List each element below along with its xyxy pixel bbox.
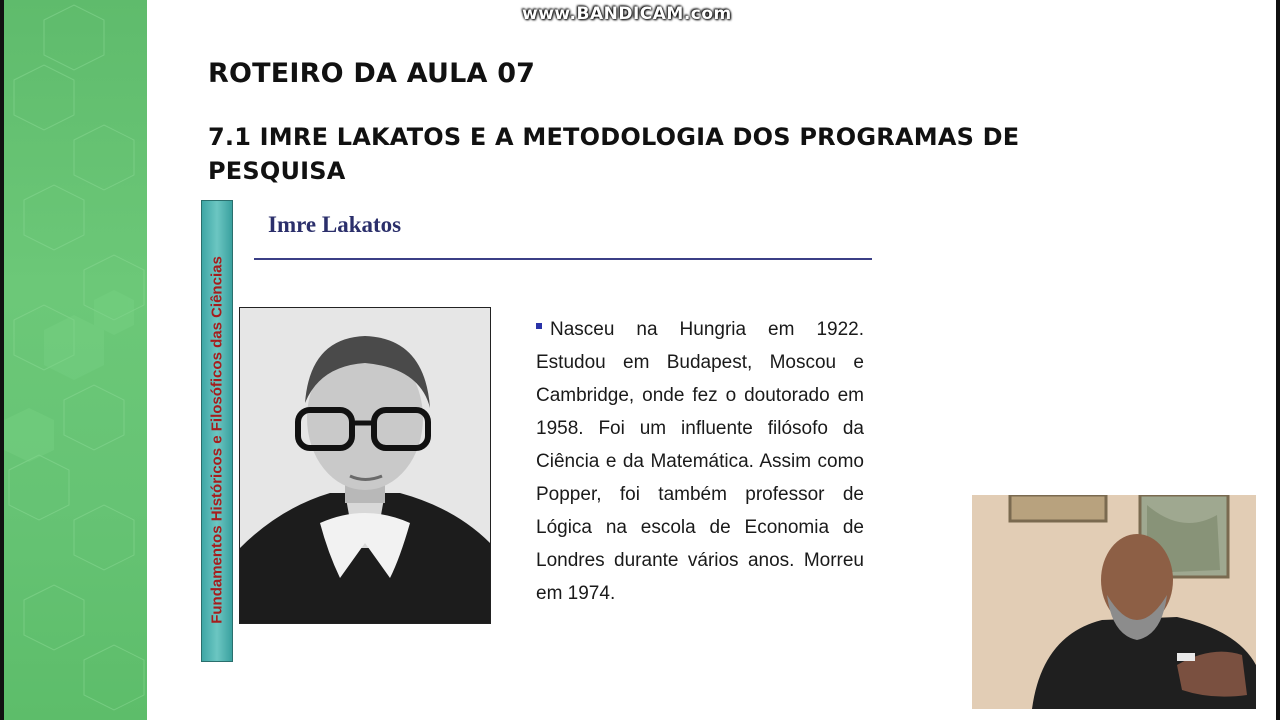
section-heading: Imre Lakatos [268,212,402,237]
webcam-overlay [972,495,1256,709]
square-bullet-icon [536,323,542,329]
hexagon-pattern [4,0,147,720]
right-frame-edge [1276,0,1280,720]
decorative-sidebar [4,0,147,720]
recording-watermark: www.BANDICAM.com [522,4,732,24]
slide-subtitle: 7.1 IMRE LAKATOS E A METODOLOGIA DOS PROGRAMAS DE PESQUISA [208,123,1020,185]
slide-title: ROTEIRO DA AULA 07 [208,58,536,89]
portrait-photo [239,307,491,624]
biography-paragraph [536,313,864,610]
heading-divider [254,258,872,260]
webcam-scene [972,495,1256,709]
course-name-label: Fundamentos Históricos e Filosóficos das Ciências [208,256,226,624]
biography-text: Nasceu na Hungria em 1922. Estudou em Budapest, Moscou e Cambridge, onde fez o doutorado em 1958. Foi um influente filósofo da Ciência e da Matemática. Assim como Popper, foi também professor de Lógica na escola de Economia de Londres durante vários anos. Morreu em 1974. [536,319,864,604]
portrait-illustration [240,308,490,623]
